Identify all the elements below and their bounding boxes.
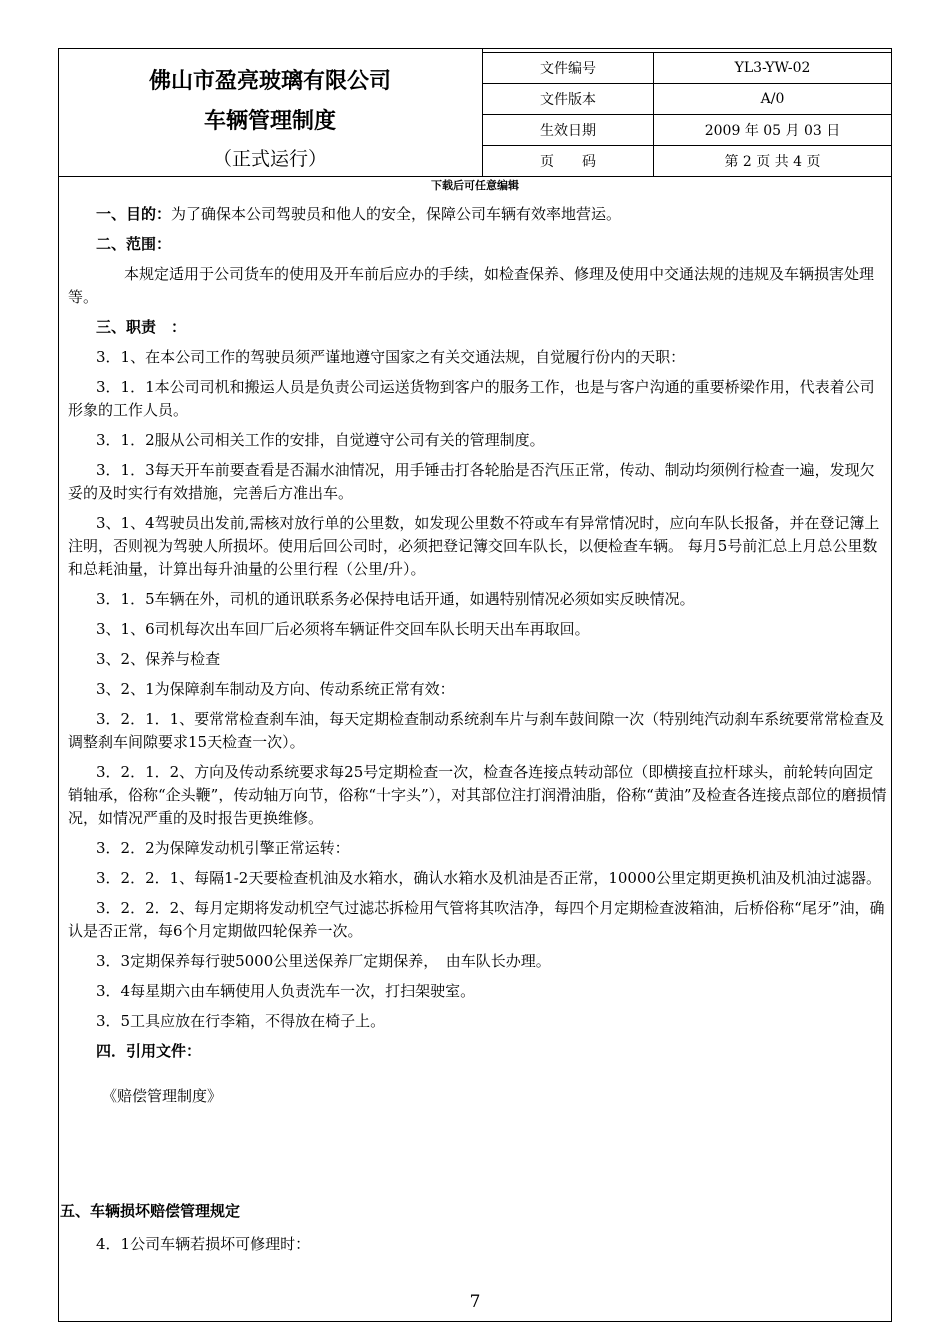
paragraph: 3．1．3每天开车前要查看是否漏水油情况，用手锤击打各轮胎是否汽压正常，传动、制动均须例行检查一遍，发现欠妥的及时实行有效措施，完善后方准出车。 <box>68 461 875 502</box>
meta-key: 文件编号 <box>483 53 654 84</box>
section-label: 一、目的： <box>96 205 172 223</box>
paragraph: 3．3定期保养每行驶5000公里送保养厂定期保养， 由车队长办理。 <box>96 952 551 970</box>
section-text: 为了确保本公司驾驶员和他人的安全，保障公司车辆有效率地营运。 <box>171 205 622 223</box>
meta-value: YL3-YW-02 <box>654 53 892 84</box>
paragraph: 3．2．2．2、每月定期将发动机空气过滤芯拆检用气管将其吹洁净，每四个月定期检查波箱油，后桥俗称“尾牙”油，确认是否正常，每6个月定期做四轮保养一次。 <box>68 899 885 940</box>
meta-key: 页 码 <box>483 146 654 177</box>
meta-row <box>483 84 892 115</box>
meta-value: 第 2 页 共 4 页 <box>654 146 892 177</box>
paragraph: 3、2、1为保障刹车制动及方向、传动系统正常有效： <box>96 680 455 698</box>
meta-row <box>483 146 892 177</box>
paragraph: 3．1．5车辆在外，司机的通讯联系务必保持电话开通，如遇特别情况必须如实反映情况。 <box>96 590 695 608</box>
paragraph: 3．2．1．1、要常常检查刹车油，每天定期检查制动系统刹车片与刹车鼓间隙一次（特别纯汽动刹车系统要常常检查及调整刹车间隙要求15天检查一次）。 <box>68 710 885 751</box>
document-status: （正式运行） <box>212 148 327 170</box>
paragraph: 3、1、6司机每次出车回厂后必须将车辆证件交回车队长明天出车再取回。 <box>96 620 590 638</box>
meta-key: 文件版本 <box>483 84 654 115</box>
paragraph: 3．2．2为保障发动机引擎正常运转： <box>96 839 350 857</box>
reference-document: 《赔偿管理制度》 <box>102 1087 223 1105</box>
document-title: 车辆管理制度 <box>203 109 336 134</box>
section-heading: 二、范围： <box>96 235 172 253</box>
document-body <box>68 203 888 1108</box>
meta-value: 2009 年 05 月 03 日 <box>654 115 892 146</box>
paragraph: 3．4每星期六由车辆使用人负责洗车一次，打扫架驶室。 <box>96 982 476 1000</box>
document-meta-table <box>482 52 892 177</box>
meta-row <box>483 115 892 146</box>
paragraph: 3．2．2．1、每隔1-2天要检查机油及水箱水，确认水箱水及机油是否正常，10000公里定期更换机油及机油过滤器。 <box>96 869 882 887</box>
section-purpose <box>68 203 888 226</box>
paragraph: 3、2、保养与检查 <box>96 650 221 668</box>
paragraph: 3．1．2服从公司相关工作的安排，自觉遵守公司有关的管理制度。 <box>96 431 545 449</box>
section-heading: 五、车辆损坏赔偿管理规定 <box>60 1202 241 1220</box>
paragraph: 3．1、在本公司工作的驾驶员须严谨地遵守国家之有关交通法规，自觉履行份内的天职： <box>96 348 686 366</box>
page-number: 7 <box>469 1292 481 1312</box>
section-heading: 三、职责 ： <box>96 318 187 336</box>
company-name: 佛山市盈亮玻璃有限公司 <box>148 69 391 94</box>
meta-key: 生效日期 <box>483 115 654 146</box>
meta-row <box>483 53 892 84</box>
paragraph: 本规定适用于公司货车的使用及开车前后应办的手续，如检查保养、修理及使用中交通法规的违规及车辆损害处理等。 <box>68 265 875 306</box>
paragraph: 3．5工具应放在行李箱，不得放在椅子上。 <box>96 1012 386 1030</box>
meta-value: A/0 <box>654 84 892 115</box>
paragraph: 3、1、4驾驶员出发前,需核对放行单的公里数，如发现公里数不符或车有异常情况时，应向车队长报备，并在登记簿上注明，否则视为驾驶人所损坏。使用后回公司时，必须把登记簿交回车队长，以便检查车辆。 每月5号前汇总上月总公里数和总耗油量，计算出每升油量的公里行程（公里/升）。 <box>68 514 880 578</box>
paragraph: 4．1公司车辆若损坏可修理时： <box>96 1235 311 1253</box>
paragraph: 3．1．1本公司司机和搬运人员是负责公司运送货物到客户的服务工作，也是与客户沟通的重要桥梁作用，代表着公司形象的工作人员。 <box>68 378 875 419</box>
section-heading: 四．引用文件： <box>96 1042 202 1060</box>
paragraph: 3．2．1．2、方向及传动系统要求每25号定期检查一次，检查各连接点转动部位（即横接直拉杆球头，前轮转向固定销轴承，俗称“企头鞭”，传动轴万向节，俗称“十字头”），对其部位注打润滑油脂，俗称“黄油”及检查各连接点部位的磨损情况，如情况严重的及时报告更换维修。 <box>68 763 887 827</box>
edit-note: 下载后可任意编辑 <box>431 179 519 192</box>
header-left <box>58 48 482 176</box>
